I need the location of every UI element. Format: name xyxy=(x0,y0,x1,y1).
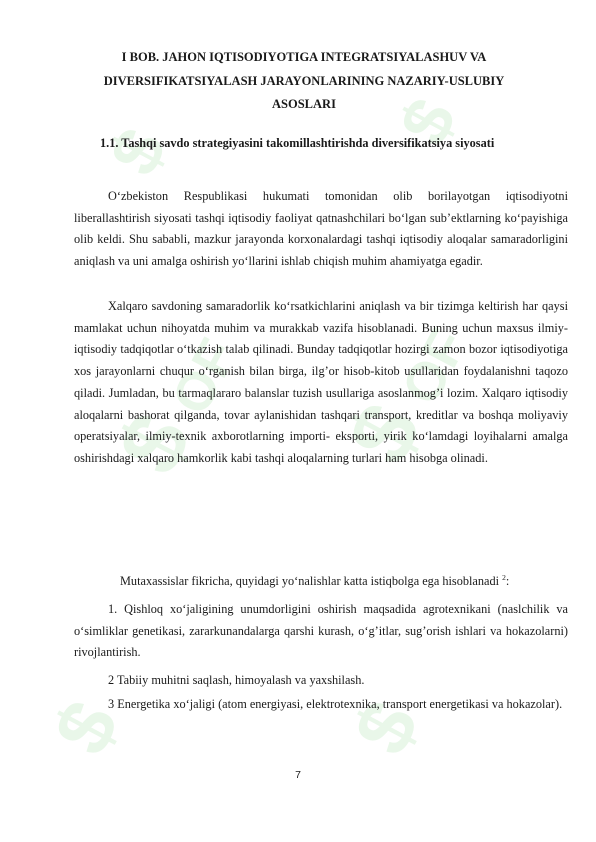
svg-text:OF: OF xyxy=(390,319,479,414)
list-item: 1. Qishloq xo‘jaligining unumdorligini oshirish maqsadida agrotexnikani (naslchilik va o‘simliklar genetikasi, zararkunandalarga qarshi kurash, o‘g’itlar, sug’orish ishlari va hokazolarni) rivojlantirish. xyxy=(74,602,568,660)
svg-text:$: $ xyxy=(99,398,212,490)
svg-text:$: $ xyxy=(384,86,472,158)
svg-text:$: $ xyxy=(94,116,182,188)
list-item: 3 Energetika xo‘jaligi (atom energiyasi, elektrotexnika, transport energetikasi va hokazolar). xyxy=(108,697,563,711)
svg-text:OF: OF xyxy=(160,329,249,424)
svg-text:$: $ xyxy=(36,686,136,768)
experts-line xyxy=(120,569,509,590)
section-title: 1.1. Tashqi savdo strategiyasini takomillashtirishda diversifikatsiya siyosati xyxy=(100,136,495,150)
experts-colon: : xyxy=(505,574,510,588)
list-item: 2 Tabiiy muhitni saqlash, himoyalash va yaxshilash. xyxy=(108,673,365,687)
paragraph-intro: O‘zbekiston Respublikasi hukumati tomonidan olib borilayotgan iqtisodiyotni liberallashtirish siyosati tashqi iqtisodiy faoliyat qatnashchilari bo‘lgan sub’ektlarning ko‘payishiga olib keldi. Shu sababli, mazkur jarayonda korxonalardagi tashqi iqtisodiy aloqalar samaradorligini aniqlash va uni amalga oshirish yo‘llarini ishlab chiqish muhim ahamiyatga egadir. xyxy=(74,189,568,269)
svg-text:$: $ xyxy=(329,388,442,480)
footnote-ref: 2 xyxy=(502,573,506,582)
paragraph-international-trade: Xalqaro savdoning samaradorlik ko‘rsatkichlarini aniqlash va bir tizimga keltirish har qaysi mamlakat uchun nihoyatda muhim va murakkab vazifa hisoblanadi. Buning uchun maxsus ilmiy-iqtisodiy tadqiqotlar o‘tkazish talab qilinadi. Bunday tadqiqotlar hozirgi zamon bozor iqtisodiyotiga xos jarayonlarni chuqur o‘rganish bilan birga, ilg’or hisob-kitob usullaridan foydalanishni taqozo qiladi. Jumladan, bu tarmaqlararo balanslar tuzish usullariga asoslanmog’i lozim. Xalqaro iqtisodiy aloqalarni bashorat qilganda, tovar aylanishidan tashqari transport, kreditlar va boshqa moliyaviy operatsiyalar, ilmiy-texnik axborotlarning importi- eksporti, yirik ko‘lamdagi loyihalarni amalga oshirishdagi xalqaro hamkorlik kabi tashqi aloqalarning turlari ham hisobga olinadi. xyxy=(74,299,568,465)
experts-text: Mutaxassislar fikricha, quyidagi yo‘nalishlar katta istiqbolga ega hisoblanadi xyxy=(120,574,500,588)
svg-text:$: $ xyxy=(336,686,436,768)
page-number: 7 xyxy=(295,769,301,781)
chapter-title: I BOB. JAHON IQTISODIYOTIGA INTEGRATSIYALASHUV VA DIVERSIFIKATSIYALASH JARAYONLARINING NAZARIY-USLUBIY ASOSLARI xyxy=(103,50,505,111)
